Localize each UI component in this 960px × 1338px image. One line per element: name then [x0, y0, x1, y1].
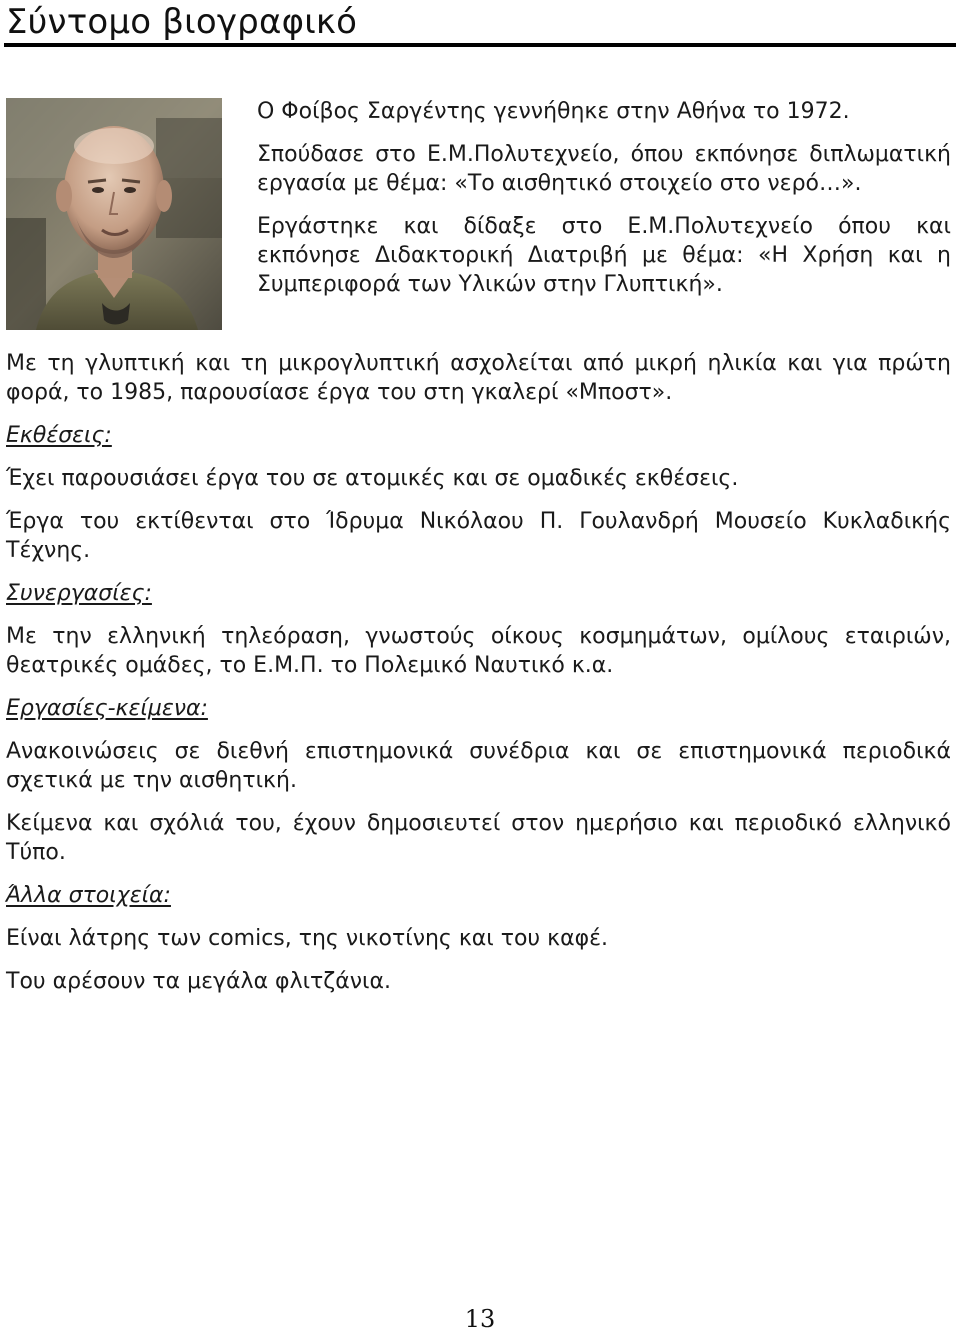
- page-title: Σύντομο βιογραφικό: [6, 2, 358, 42]
- bio-body: [6, 349, 951, 1010]
- other-paragraph: Είναι λάτρης των comics, της νικοτίνης και του καφέ.: [6, 926, 609, 951]
- exhibitions-heading: Εκθέσεις:: [6, 423, 112, 448]
- other-paragraph: Του αρέσουν τα μεγάλα φλιτζάνια.: [6, 969, 391, 994]
- other-heading: Άλλα στοιχεία:: [6, 883, 171, 908]
- intro-section: [257, 97, 951, 313]
- exhibitions-paragraph: Έργα του εκτίθενται στο Ίδρυμα Νικόλαου Π. Γουλανδρή Μουσείο Κυκλαδικής Τέχνης.: [6, 509, 951, 563]
- sculpture-paragraph: Με τη γλυπτική και τη μικρογλυπτική ασχολείται από μικρή ηλικία και για πρώτη φορά, το 1985, παρουσίασε έργα του στη γκαλερί «Μποστ».: [6, 351, 951, 405]
- works-paragraph: Ανακοινώσεις σε διεθνή επιστημονικά συνέδρια και σε επιστημονικά περιοδικά σχετικά με την αισθητική.: [6, 739, 951, 793]
- intro-studies: Σπούδασε στο Ε.Μ.Πολυτεχνείο, όπου εκπόνησε διπλωματική εργασία με θέμα: «Το αισθητικό στοιχείο στο νερό…».: [257, 142, 951, 196]
- intro-birth: Ο Φοίβος Σαργέντης γεννήθηκε στην Αθήνα το 1972.: [257, 99, 850, 124]
- collaborations-heading: Συνεργασίες:: [6, 581, 152, 606]
- title-rule: [4, 43, 956, 47]
- works-paragraph: Κείμενα και σχόλιά του, έχουν δημοσιευτεί στον ημερήσιο και περιοδικό ελληνικό Τύπο.: [6, 811, 951, 865]
- page-number: 13: [464, 1305, 496, 1333]
- works-heading: Εργασίες-κείμενα:: [6, 696, 208, 721]
- intro-career: Εργάστηκε και δίδαξε στο Ε.Μ.Πολυτεχνείο όπου και εκπόνησε Διδακτορική Διατριβή με θέμα: «Η Χρήση και η Συμπεριφορά των Υλικών στην Γλυπτική».: [257, 214, 951, 297]
- portrait-photo: [6, 98, 222, 330]
- exhibitions-paragraph: Έχει παρουσιάσει έργα του σε ατομικές και σε ομαδικές εκθέσεις.: [6, 466, 739, 491]
- collaborations-paragraph: Με την ελληνική τηλεόραση, γνωστούς οίκους κοσμημάτων, ομίλους εταιριών, θεατρικές ομάδες, το Ε.Μ.Π. το Πολεμικό Ναυτικό κ.α.: [6, 624, 951, 678]
